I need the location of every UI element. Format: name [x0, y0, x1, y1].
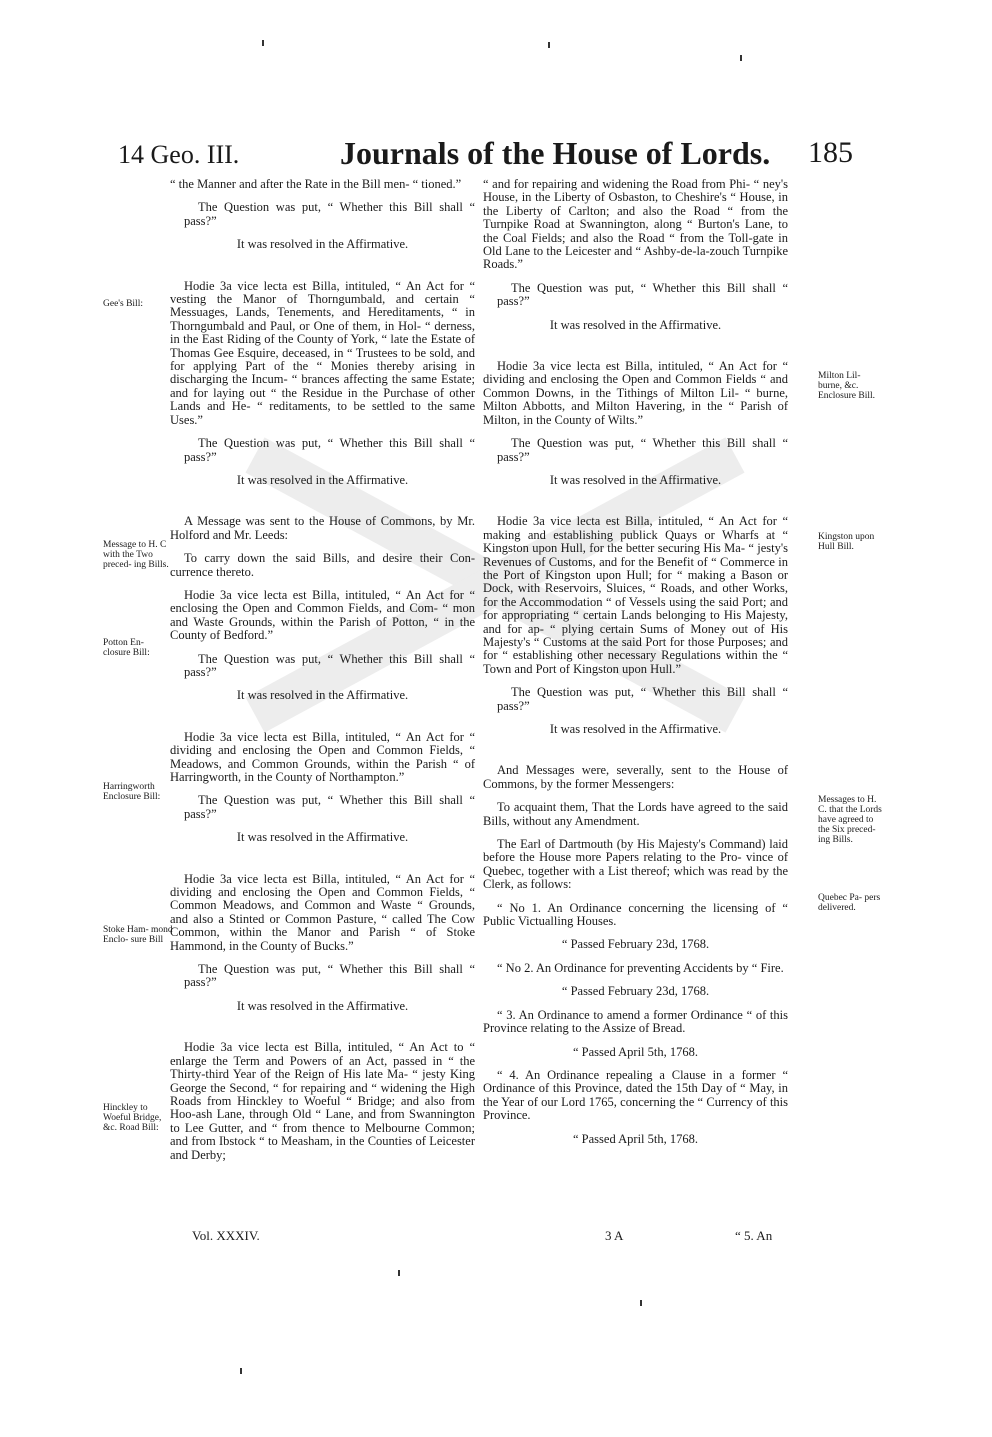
question-line: The Question was put, “ Whether this Bill shall “ pass?” [184, 200, 475, 228]
resolution-line: It was resolved in the Affirmative. [236, 237, 409, 252]
paragraph: The Earl of Dartmouth (by His Majesty's Command) laid before the House more Papers relating to the Pro- vince of Quebec, together with a List thereof; which was read by the Clerk, as follows: [483, 837, 788, 892]
paragraph: To acquaint them, That the Lords have agreed to the said Bills, without any Amendment. [483, 800, 788, 828]
page-title: Journals of the House of Lords. [340, 135, 771, 171]
date-line: “ Passed February 23d, 1768. [561, 937, 710, 952]
paragraph: “ and for repairing and widening the Road from Phi- “ ney's House, in the Liberty of Osbaston, to Cheshire's “ House, in the Liberty of Carlton; and also the Road “ from the Turnpike Road at Swannington, along “ Burton's Lane, to the Coal Fields; and also the Road “ from the Toll-gate in Old Lane to the Leicester and “ Ashby-de-la-zouch Turnpike Roads.” [483, 177, 788, 272]
paragraph: “ 4. An Ordinance repealing a Clause in a former “ Ordinance of this Province, dated the 15th Day of “ May, in the Year of our Lord 1765, concerning the “ Currency of this Province. [483, 1067, 788, 1123]
resolution-line: It was resolved in the Affirmative. [236, 830, 409, 845]
paragraph: Hodie 3a vice lecta est Billa, intituled, “ An Act for “ dividing and enclosing the Open and Common Fields, “ Common Meadows, and Common and Waste “ Grounds, and also a Stinted or Common Pasture, “ called The Cow Common, within the Manor and Parish “ of Stoke Hammond, in the County of Bucks.” [170, 871, 475, 953]
paragraph: Hodie 3a vice lecta est Billa, intituled, “ An Act for “ dividing and enclosing the Open and Common Fields, “ Meadows, and Common Grounds, within the Parish “ of Harringworth, in the County of Northampton.” [170, 729, 475, 784]
date-line: “ Passed April 5th, 1768. [573, 1131, 698, 1146]
resolution-line: It was resolved in the Affirmative. [549, 317, 722, 332]
signature-mark: 3 A [605, 1228, 624, 1243]
margin-note-quebec: Quebec Pa- pers delivered. [818, 893, 881, 913]
paragraph: And Messages were, severally, sent to the House of Commons, by the former Messengers: [483, 763, 788, 791]
question-line: The Question was put, “ Whether this Bill shall “ pass?” [184, 436, 475, 464]
paragraph: Hodie 3a vice lecta est Billa, intituled, “ An Act to “ enlarge the Term and Powers of an Act, passed in “ the Thirty-third Year of the Reign of His late Ma- “ jesty King George the Second, “ for repairing and “ widening the High Roads from Hinckley to Woeful “ Bridge; and also from Hoo-ash Lane, through Old “ Lane, and from Swannington to Lee Gutter, and “ from thence to Melbourne Common; and from Ibstock “ to Measham, in the Counties of Leicester and Derby; [170, 1040, 475, 1162]
paragraph: “ No 2. An Ordinance for preventing Accidents by “ Fire. [497, 960, 784, 975]
speck [640, 1300, 642, 1306]
page-number: 185 [808, 136, 853, 169]
paragraph: Hodie 3a vice lecta est Billa, intituled, “ An Act for “ making and establishing publick Quays or Wharfs at “ Kingston upon Hull, for the better securing His Ma- “ jesty's Revenues of Customs, and for the Benefit of “ Commerce in the Port of Kingston upon Hull; for “ making a Bason or Dock, with Reservoirs, Sluices, “ Roads, and other Works, for the Accommodation “ of Vessels using the said Port; and for appropriating “ certain Lands belonging to His Majesty, and for ap- “ plying certain Sums of Money out of His Majesty's “ Customs at the said Port for those Purposes; and for “ establishing other necessary Regulations within the “ Town and Port of Kingston upon Hull.” [483, 514, 788, 676]
margin-note-milton: Milton Lil- burne, &c. Enclosure Bill. [818, 371, 875, 401]
speck [262, 40, 264, 46]
paragraph: Hodie 3a vice lecta est Billa, intituled, “ An Act for “ enclosing the Open and Common Fields, and Com- “ mon and Waste Grounds, within the Parish of Potton, “ in the County of Bedford.” [170, 587, 475, 643]
margin-note-hinckley: Hinckley to Woeful Bridge, &c. Road Bill: [103, 1103, 162, 1133]
margin-note-gee: Gee's Bill: [103, 299, 143, 309]
question-line: The Question was put, “ Whether this Bill shall “ pass?” [184, 793, 475, 821]
paragraph: A Message was sent to the House of Commons, by Mr. Holford and Mr. Leeds: [170, 514, 475, 542]
running-head-left: 14 Geo. III. [118, 140, 240, 169]
left-column [170, 178, 475, 1172]
margin-note-harringworth: Harringworth Enclosure Bill: [103, 782, 161, 802]
catchword: “ 5. An [735, 1228, 773, 1243]
resolution-line: It was resolved in the Affirmative. [549, 722, 722, 736]
volume-label: Vol. XXXIV. [192, 1228, 260, 1243]
speck [240, 1368, 242, 1374]
question-line: The Question was put, “ Whether this Bill shall “ pass?” [184, 962, 475, 990]
margin-note-messages: Messages to H. C. that the Lords have agreed to the Six preced- ing Bills. [818, 795, 882, 845]
question-line: The Question was put, “ Whether this Bill shall “ pass?” [184, 651, 475, 679]
resolution-line: It was resolved in the Affirmative. [549, 472, 722, 487]
paragraph: Hodie 3a vice lecta est Billa, intituled, “ An Act for “ dividing and enclosing the Open and Common Fields “ and Common Downs, in the Tithings of Milton Lil- “ burne, Milton Abbotts, and Milton Havering, in the “ Parish of Milton, in the County of Wilts.” [483, 359, 788, 427]
paragraph: To carry down the said Bills, and desire their Con- currence thereto. [170, 551, 475, 579]
question-line: The Question was put, “ Whether this Bill shall “ pass?” [497, 436, 788, 464]
resolution-line: It was resolved in the Affirmative. [236, 998, 409, 1013]
speck [548, 42, 550, 48]
margin-note-message: Message to H. C with the Two preced- ing Bills. [103, 540, 169, 570]
date-line: “ Passed April 5th, 1768. [573, 1044, 698, 1059]
paragraph: “ 3. An Ordinance to amend a former Ordinance “ of this Province relating to the Assize of Bread. [483, 1007, 788, 1036]
margin-note-stoke: Stoke Ham- mond Enclo- sure Bill [103, 925, 173, 945]
date-line: “ Passed February 23d, 1768. [561, 984, 710, 999]
resolution-line: It was resolved in the Affirmative. [236, 688, 409, 703]
right-column [483, 178, 788, 1156]
paragraph: “ No 1. An Ordinance concerning the licensing of “ Public Victualling Houses. [483, 900, 788, 929]
speck [398, 1270, 400, 1276]
question-line: The Question was put, “ Whether this Bill shall “ pass?” [497, 685, 788, 713]
question-line: The Question was put, “ Whether this Bill shall “ pass?” [497, 280, 788, 309]
speck [740, 55, 742, 61]
resolution-line: It was resolved in the Affirmative. [236, 472, 409, 487]
paragraph: Hodie 3a vice lecta est Billa, intituled, “ An Act for “ vesting the Manor of Thorngumbald, and certain “ Messuages, Lands, Tenements, and Hereditaments, “ in Thorngumbald and Paul, or One of them, in Hol- “ derness, in the East Riding of the County of York, “ late the Estate of Thomas Gee Esquire, deceased, in “ Trustees to be sold, and for applying Part of the “ Monies thereby arising in discharging the Incum- “ brances affecting the same Estate; and for laying out “ the Residue in the Purchase of other Lands and He- “ reditaments, to be settled to the same Uses.” [170, 278, 475, 427]
paragraph: “ the Manner and after the Rate in the Bill men- “ tioned.” [170, 177, 462, 191]
margin-note-kingston: Kingston upon Hull Bill. [818, 532, 875, 552]
margin-note-potton: Potton En- closure Bill: [103, 638, 150, 658]
